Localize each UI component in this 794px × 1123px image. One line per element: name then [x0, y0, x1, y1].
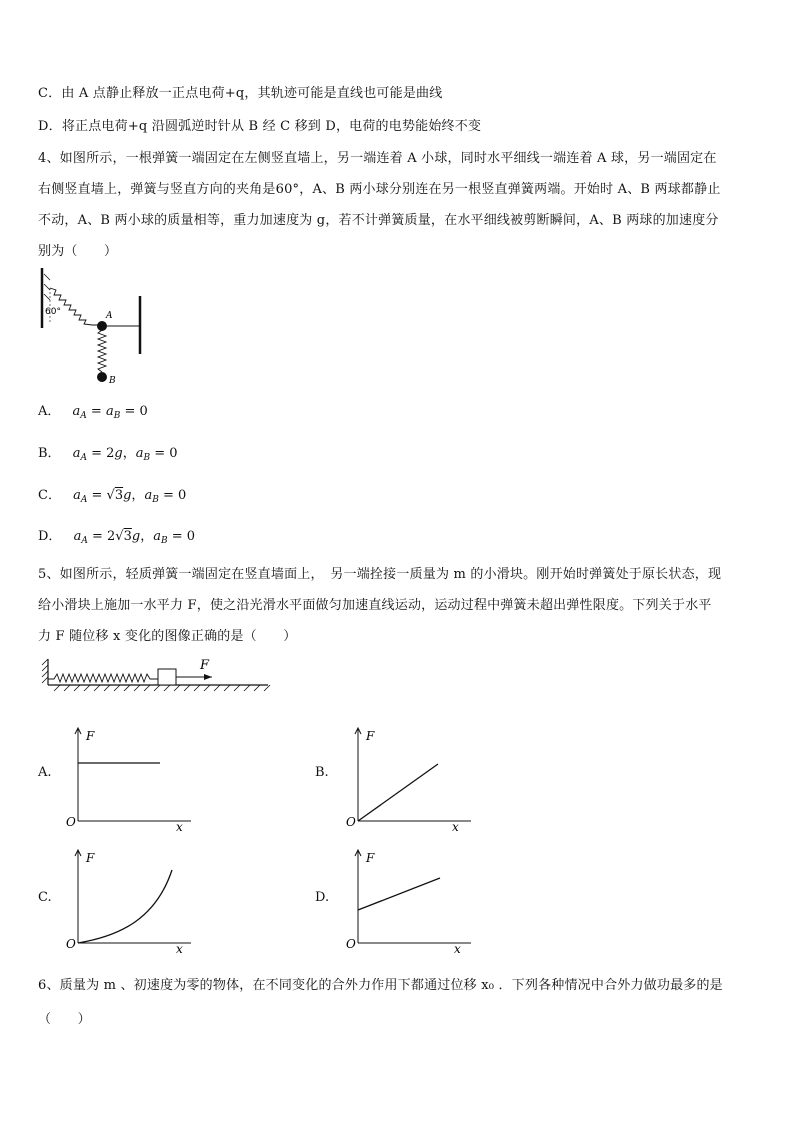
graph-b [346, 726, 476, 836]
q4-text-line-4: 别为（ ） [38, 244, 118, 259]
graph-a-option[interactable]: A. [38, 765, 52, 780]
vertical-spring [98, 330, 106, 372]
svg-text:O: O [346, 937, 356, 951]
q5-text-line-2: 给小滑块上施加一水平力 F，使之沿光滑水平面做匀加速直线运动，运动过程中弹簧未超出弹性限度。下列关于水平 [38, 598, 712, 613]
graph-c [66, 848, 196, 958]
ball-a [97, 321, 107, 331]
graph-b-option[interactable]: B. [315, 765, 329, 780]
q6-text-line-2: （ ） [38, 1012, 91, 1027]
svg-text:F: F [86, 851, 95, 865]
graph-b-line [358, 764, 438, 821]
svg-text:O: O [66, 937, 76, 951]
svg-text:x: x [452, 820, 459, 834]
force-label: F [200, 658, 210, 673]
graph-d-option[interactable]: D. [315, 890, 330, 905]
svg-text:F: F [86, 729, 95, 743]
q5-spring-block-figure [40, 655, 272, 695]
svg-text:F: F [366, 729, 375, 743]
option-c-previous: C．由 A 点静止释放一正点电荷+q，其轨迹可能是直线也可能是曲线 [38, 86, 443, 101]
svg-text:x: x [454, 942, 461, 956]
graph-a [66, 726, 196, 836]
ball-a-label: A [106, 311, 113, 321]
graph-d-line [358, 878, 440, 910]
q4-option-d[interactable]: D． $a_A = 2√3g$，$a_B = 0$ [38, 529, 196, 546]
ball-b-label: B [109, 376, 116, 386]
svg-text:F: F [366, 851, 375, 865]
sliding-block [158, 669, 176, 685]
angle-label: 60° [45, 307, 61, 317]
q5-text-line-1: 5、如图所示，轻质弹簧一端固定在竖直墙面上， 另一端拴接一质量为 m 的小滑块。刚开始时弹簧处于原长状态，现 [38, 567, 722, 582]
q4-text-line-2: 右侧竖直墙上，弹簧与竖直方向的夹角是60°，A、B 两小球分别连在另一根竖直弹簧两端。开始时 A、B 两球都静止 [38, 182, 721, 197]
q4-option-a[interactable]: A． $a_A = a_B = 0$ [38, 404, 148, 421]
graph-c-option[interactable]: C. [38, 890, 52, 905]
option-d-previous: D．将正点电荷+q 沿圆弧逆时针从 B 经 C 移到 D，电荷的电势能始终不变 [38, 119, 482, 134]
svg-text:O: O [66, 815, 76, 829]
ball-b [97, 372, 107, 382]
q4-text-line-1: 4、如图所示，一根弹簧一端固定在左侧竖直墙上，另一端连着 A 小球，同时水平细线一端连着 A 球，另一端固定在 [38, 151, 717, 166]
svg-text:x: x [176, 820, 183, 834]
q4-spring-ball-figure [36, 266, 156, 391]
q5-text-line-3: 力 F 随位移 x 变化的图像正确的是（ ） [38, 629, 297, 644]
q4-option-c[interactable]: C． $a_A = √3g$，$a_B = 0$ [38, 488, 187, 505]
horizontal-spring [48, 674, 158, 682]
q6-text-line-1: 6、质量为 m 、初速度为零的物体，在不同变化的合外力作用下都通过位移 x₀ ．下列各种情况中合外力做功最多的是 [38, 978, 723, 993]
graph-d [346, 848, 476, 958]
q4-option-b[interactable]: B． $a_A = 2g$，$a_B = 0$ [38, 446, 178, 463]
q4-text-line-3: 不动，A、B 两小球的质量相等，重力加速度为 g，若不计弹簧质量，在水平细线被剪断瞬间，A、B 两球的加速度分 [38, 213, 719, 228]
svg-text:O: O [346, 815, 356, 829]
svg-text:x: x [176, 942, 183, 956]
graph-c-curve [78, 870, 172, 943]
